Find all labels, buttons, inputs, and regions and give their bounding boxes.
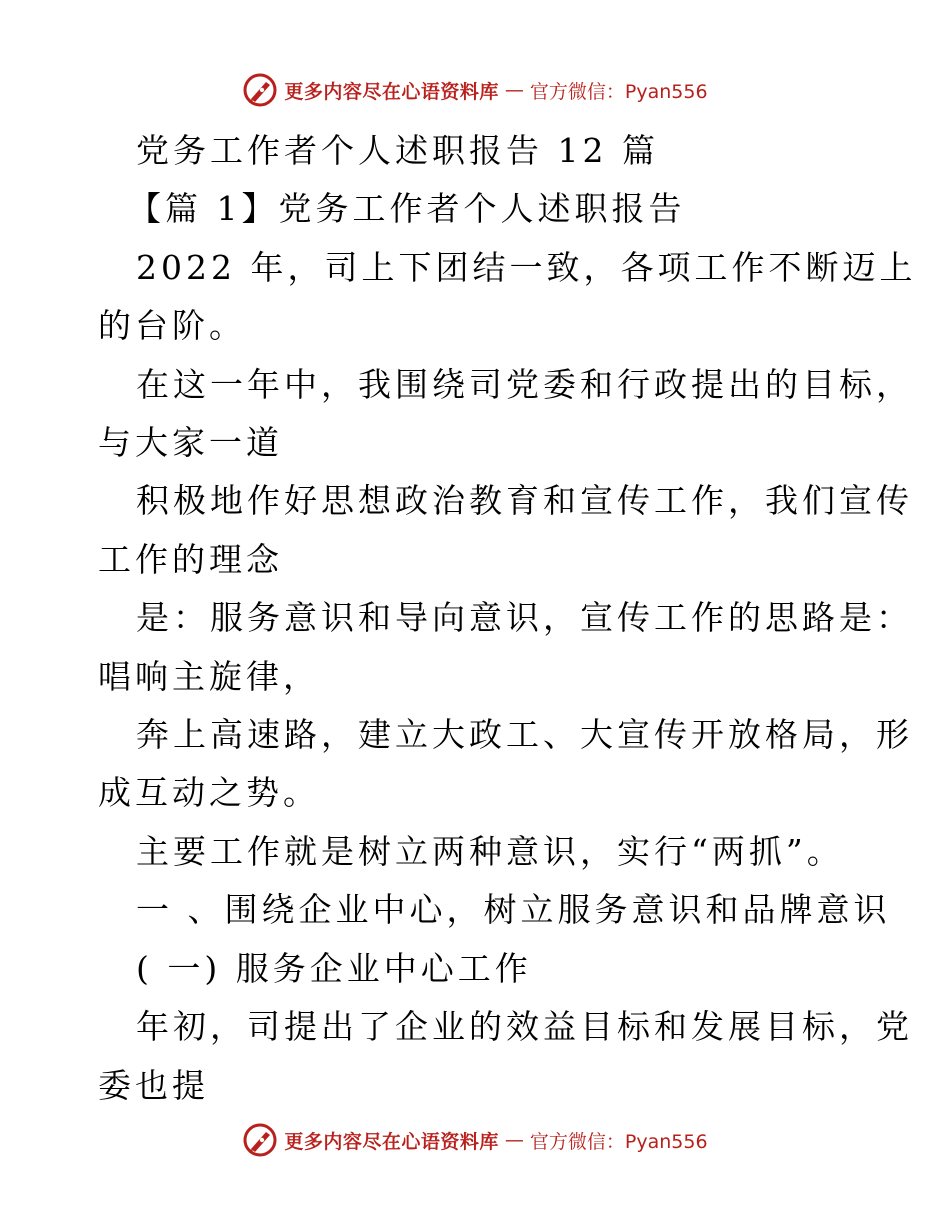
text-line: 2022 年，司上下团结一致，各项工作不断迈上 [136,247,917,287]
text-line: 奔上高速路，建立大政工、大宣传开放格局，形 [136,715,913,755]
text-line: 工作的理念 [98,539,283,579]
pen-logo-icon [242,1122,278,1158]
pen-logo-icon [242,72,278,108]
banner-content [242,1122,707,1158]
banner-wechat: 官方微信：Pyan556 [529,1130,708,1153]
text-line: 与大家一道 [98,423,283,463]
text-line: 成互动之势。 [98,773,320,813]
document-paragraphs [98,239,917,1115]
text-line: 委也提 [98,1065,209,1105]
text-line: 年初，司提出了企业的效益目标和发展目标，党 [136,1007,913,1047]
footer-banner [0,1120,950,1160]
text-line: 积极地作好思想政治教育和宣传工作，我们宣传 [136,481,913,521]
text-line: 主要工作就是树立两种意识，实行“两抓”。 [136,831,844,871]
document-body [98,122,917,1115]
text-line: 一 、围绕企业中心，树立服务意识和品牌意识 [136,890,891,930]
header-banner [0,70,950,110]
text-line: 的台阶。 [98,306,246,346]
text-line: ( 一) 服务企业中心工作 [136,948,532,988]
document-title: 党务工作者个人述职报告 12 篇 [136,131,659,170]
banner-text: 更多内容尽在心语资料库 [284,1130,499,1153]
text-line: 唱响主旋律， [98,656,320,696]
banner-separator: — [504,79,524,101]
text-line: 在这一年中，我围绕司党委和行政提出的目标， [136,364,913,404]
text-line: 是：服务意识和导向意识，宣传工作的思路是： [136,598,913,638]
banner-wechat: 官方微信：Pyan556 [529,80,708,103]
banner-separator: — [504,1129,524,1151]
banner-text: 更多内容尽在心语资料库 [284,80,499,103]
banner-content [242,72,707,108]
section-heading: 【篇 1】党务工作者个人述职报告 [128,189,686,229]
